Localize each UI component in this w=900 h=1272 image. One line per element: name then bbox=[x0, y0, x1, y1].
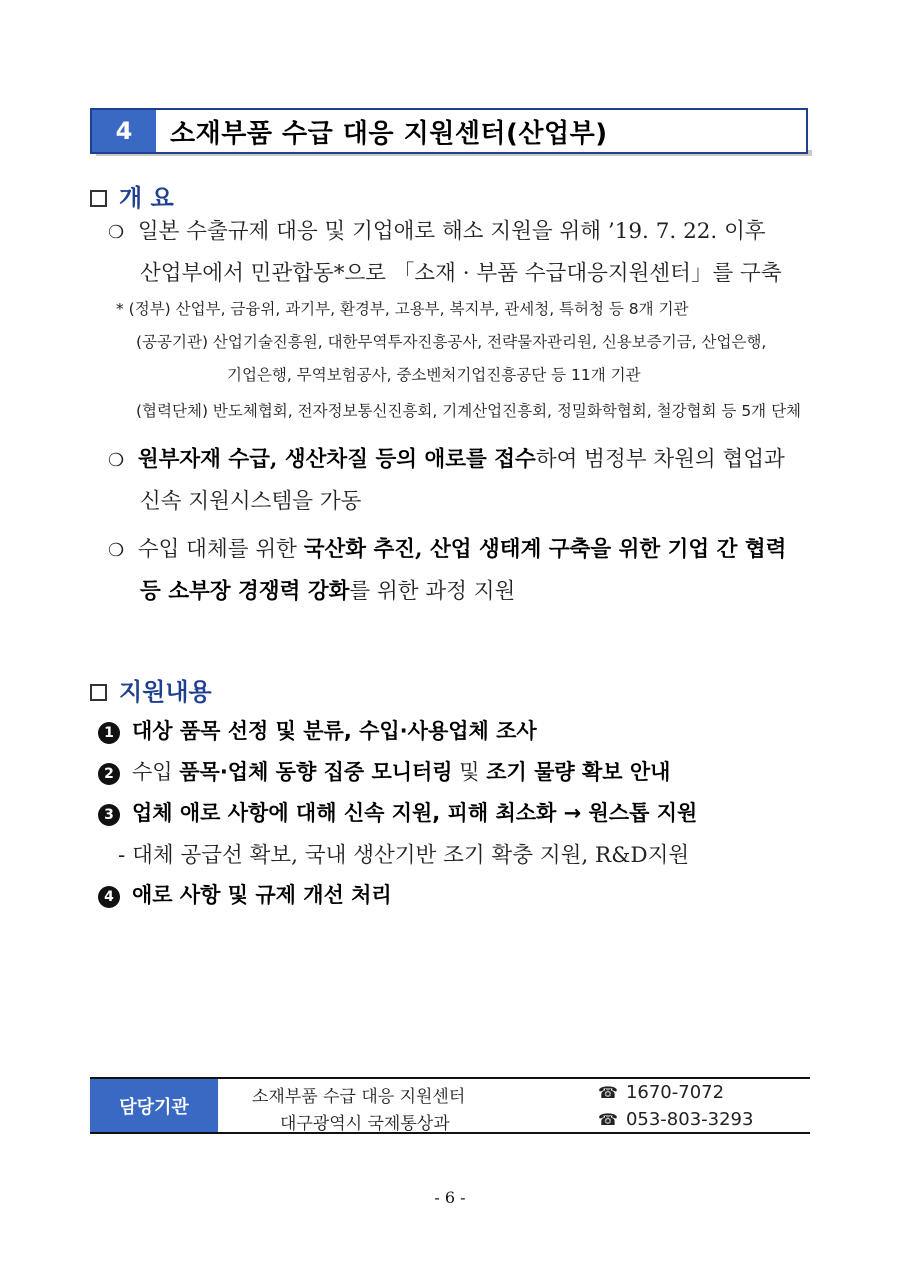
note-public-institutions: (공공기관) 산업기술진흥원, 대한무역투자진흥공사, 전략물자관리원, 신용보증기금, 산업은행, bbox=[136, 333, 767, 351]
note-government: * (정부) 산업부, 금융위, 과기부, 환경부, 고용부, 복지부, 관세청, 특허청 등 8개 기관 bbox=[116, 300, 689, 318]
number-circle-icon: 1 bbox=[98, 722, 120, 744]
note-public-institutions-cont: 기업은행, 무역보험공사, 중소벤처기업진흥공단 등 11개 기관 bbox=[227, 366, 641, 384]
page-number: - 6 - bbox=[434, 1188, 466, 1207]
section-number: 4 bbox=[92, 110, 156, 152]
checkbox-square-icon bbox=[90, 190, 107, 207]
contact-label: 담당기관 bbox=[90, 1079, 218, 1132]
support-item-4: 4 애로 사항 및 규제 개선 처리 bbox=[98, 879, 392, 909]
support-item-2: 2 수입 품목·업체 동향 집중 모니터링 및 조기 물량 확보 안내 bbox=[98, 756, 670, 786]
contact-table bbox=[90, 1077, 810, 1134]
contact-org-1: 소재부품 수급 대응 지원센터 bbox=[252, 1087, 466, 1107]
circle-bullet-icon: ❍ bbox=[108, 222, 125, 243]
telephone-icon: ☎ bbox=[598, 1083, 618, 1102]
contact-org-2: 대구광역시 국제통상과 bbox=[280, 1114, 450, 1134]
note-cooperative-groups: (협력단체) 반도체협회, 전자정보통신진흥회, 기계산업진흥회, 정밀화학협회, 철강협회 등 5개 단체 bbox=[136, 402, 802, 420]
overview-bullet-1: ❍ 일본 수출규제 대응 및 기업애로 해소 지원을 위해 ’19. 7. 22. 이후 bbox=[108, 219, 766, 244]
contact-phone-2: ☎ 053-803-3293 bbox=[598, 1109, 754, 1130]
support-item-3-detail: - 대체 공급선 확보, 국내 생산기반 조기 확충 지원, R&D지원 bbox=[118, 843, 690, 868]
overview-bullet-2-line-2: 신속 지원시스템을 가동 bbox=[140, 489, 362, 514]
checkbox-square-icon bbox=[90, 684, 107, 701]
section-header bbox=[90, 108, 808, 154]
section-title: 소재부품 수급 대응 지원센터(산업부) bbox=[170, 118, 608, 149]
support-heading: 지원내용 bbox=[90, 672, 212, 707]
support-item-3: 3 업체 애로 사항에 대해 신속 지원, 피해 최소화 → 원스톱 지원 bbox=[98, 797, 697, 827]
overview-bullet-2: ❍ 원부자재 수급, 생산차질 등의 애로를 접수하여 범정부 차원의 협업과 bbox=[108, 447, 785, 472]
overview-bullet-3: ❍ 수입 대체를 위한 국산화 추진, 산업 생태계 구축을 위한 기업 간 협력 bbox=[108, 537, 787, 562]
overview-heading: 개 요 bbox=[90, 178, 174, 213]
header-divider bbox=[156, 110, 159, 152]
circle-bullet-icon: ❍ bbox=[108, 540, 125, 561]
number-circle-icon: 2 bbox=[98, 763, 120, 785]
number-circle-icon: 4 bbox=[98, 886, 120, 908]
support-item-1: 1 대상 품목 선정 및 분류, 수입·사용업체 조사 bbox=[98, 715, 537, 745]
circle-bullet-icon: ❍ bbox=[108, 450, 125, 471]
telephone-icon: ☎ bbox=[598, 1110, 618, 1129]
contact-phone-1: ☎ 1670-7072 bbox=[598, 1082, 725, 1103]
overview-bullet-3-line-2: 등 소부장 경쟁력 강화를 위한 과정 지원 bbox=[140, 579, 516, 604]
number-circle-icon: 3 bbox=[98, 804, 120, 826]
overview-bullet-1-line-2: 산업부에서 민관합동*으로 「소재 · 부품 수급대응지원센터」를 구축 bbox=[140, 261, 782, 286]
